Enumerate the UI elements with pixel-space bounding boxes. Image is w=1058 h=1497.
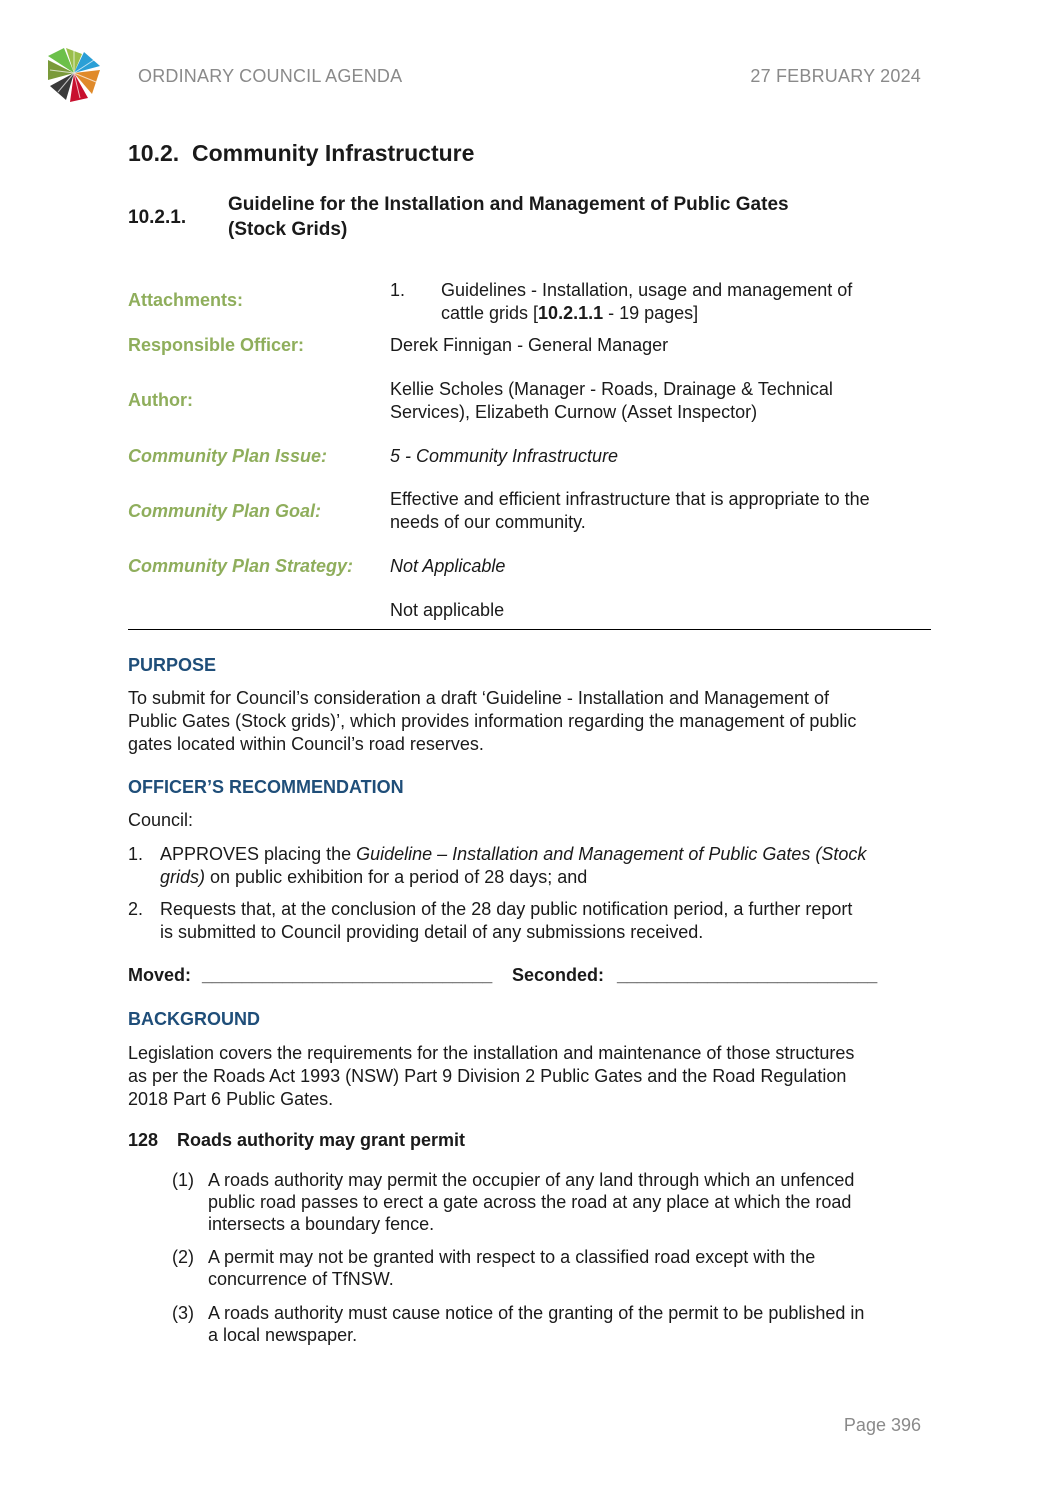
recommendation-intro: Council: — [128, 810, 194, 830]
item1-post: on public exhibition for a period of 28 days; and — [205, 867, 588, 887]
plan-strategy-label: Community Plan Strategy: — [128, 556, 354, 576]
seconded-blank: __________________________ — [617, 965, 878, 985]
background-line3: 2018 Part 6 Public Gates. — [128, 1089, 334, 1109]
section-number: 10.2. — [128, 140, 180, 166]
subclause2-line1: A permit may not be granted with respect to a classified road except with the — [208, 1247, 816, 1267]
subclause1-line3: intersects a boundary fence. — [208, 1214, 435, 1234]
purpose-line3: gates located within Council’s road reserves. — [128, 734, 484, 754]
attachment-line2-post: - 19 pages] — [603, 303, 699, 323]
recommendation-item2-line2: is submitted to Council providing detail of any submissions received. — [160, 922, 704, 942]
attachment-line2[interactable] — [441, 302, 698, 325]
author-label: Author: — [128, 390, 193, 410]
subclause3-number: (3) — [172, 1303, 194, 1323]
purpose-line1: To submit for Council’s consideration a draft ‘Guideline - Installation and Management of — [128, 688, 830, 708]
attachment-line1[interactable]: Guidelines - Installation, usage and management of — [441, 280, 853, 300]
subclause2-line2: concurrence of TfNSW. — [208, 1269, 394, 1289]
council-logo — [44, 42, 104, 104]
subclause3-line1: A roads authority must cause notice of the granting of the permit to be published in — [208, 1303, 865, 1323]
officer-label: Responsible Officer: — [128, 335, 305, 355]
subclause2-number: (2) — [172, 1247, 194, 1267]
recommendation-item2-line1: Requests that, at the conclusion of the 28 day public notification period, a further report — [160, 899, 853, 919]
agenda-title: ORDINARY COUNCIL AGENDA — [138, 66, 403, 86]
background-line2: as per the Roads Act 1993 (NSW) Part 9 Division 2 Public Gates and the Road Regulation — [128, 1066, 847, 1086]
plan-goal-line1: Effective and efficient infrastructure that is appropriate to the — [390, 489, 870, 509]
section-title: Community Infrastructure — [192, 140, 475, 166]
seconded-label: Seconded: — [512, 965, 605, 985]
background-line1: Legislation covers the requirements for the installation and maintenance of those structures — [128, 1043, 855, 1063]
plan-issue-value: 5 - Community Infrastructure — [390, 446, 619, 466]
attachments-label: Attachments: — [128, 290, 244, 310]
item-title-line1: Guideline for the Installation and Management of Public Gates — [228, 194, 789, 215]
plan-goal-label: Community Plan Goal: — [128, 501, 322, 521]
purpose-heading: PURPOSE — [128, 655, 217, 675]
extra-value: Not applicable — [390, 600, 505, 620]
recommendation-item1-line2 — [160, 866, 587, 889]
recommendation-item1-number: 1. — [128, 844, 144, 864]
recommendation-item2-number: 2. — [128, 899, 144, 919]
plan-strategy-value: Not Applicable — [390, 556, 506, 576]
recommendation-item1-line1 — [160, 843, 866, 866]
moved-label: Moved: — [128, 965, 191, 985]
subclause1-line1: A roads authority may permit the occupier of any land through which an unfenced — [208, 1170, 855, 1190]
author-line1: Kellie Scholes (Manager - Roads, Drainage & Technical — [390, 379, 833, 399]
item-title-line2: (Stock Grids) — [228, 219, 348, 240]
attachment-number: 1. — [390, 280, 406, 300]
subclause1-line2: public road passes to erect a gate across the road at any place at which the road — [208, 1192, 852, 1212]
item1-guideline-title: Guideline – Installation and Management of Public Gates (Stock — [356, 844, 867, 864]
officer-value: Derek Finnigan - General Manager — [390, 335, 669, 355]
plan-goal-line2: needs of our community. — [390, 512, 586, 532]
attachment-ref: 10.2.1.1 — [538, 303, 604, 323]
subclause3-line2: a local newspaper. — [208, 1325, 358, 1345]
item1-pre: APPROVES placing the — [160, 844, 357, 864]
moved-blank: _____________________________ — [202, 965, 493, 985]
page-number: Page 396 — [843, 1415, 921, 1435]
subclause1-number: (1) — [172, 1170, 194, 1190]
recommendation-heading: OFFICER’S RECOMMENDATION — [128, 777, 404, 797]
clause-number: 128 — [128, 1130, 159, 1150]
attachment-line2-pre: cattle grids [ — [441, 303, 539, 323]
item-number: 10.2.1. — [128, 207, 187, 228]
clause-title: Roads authority may grant permit — [177, 1130, 466, 1150]
plan-issue-label: Community Plan Issue: — [128, 446, 328, 466]
item1-guideline-title-end: grids) — [160, 867, 206, 887]
purpose-line2: Public Gates (Stock grids)’, which provides information regarding the management of public — [128, 711, 857, 731]
background-heading: BACKGROUND — [128, 1009, 260, 1029]
author-line2: Services), Elizabeth Curnow (Asset Inspector) — [390, 402, 758, 422]
agenda-date: 27 FEBRUARY 2024 — [750, 66, 921, 86]
meta-divider — [128, 629, 931, 630]
